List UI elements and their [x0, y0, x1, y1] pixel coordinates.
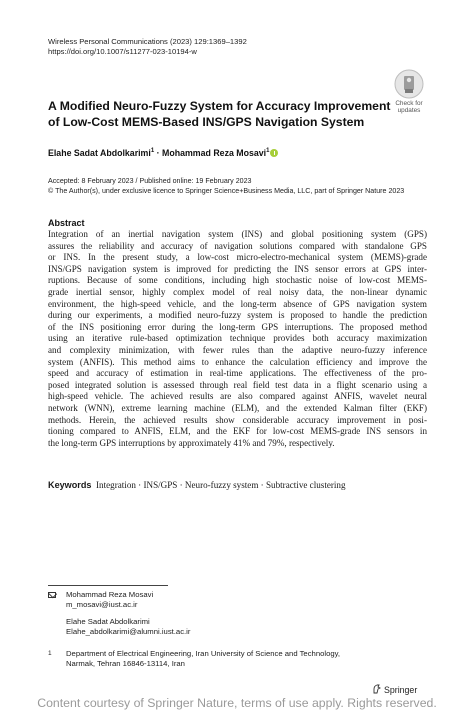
author-2[interactable]: Mohammad Reza Mosavi [162, 148, 267, 158]
keywords-text: Integration · INS/GPS · Neuro-fuzzy system · Subtractive clustering [96, 480, 346, 490]
corresponding-email-1[interactable]: m_mosavi@iust.ac.ir [66, 600, 138, 610]
abstract-line: tioning compared to ANFIS, ELM, and the EKF for low-cost MEMS-grade INS sensors in [48, 426, 427, 437]
abstract-line: or INS. In the present study, a low-cost micro-electro-mechanical system (MEMS)-grade [48, 252, 427, 263]
content-courtesy-footer: Content courtesy of Springer Nature, terms of use apply. Rights reserved. [37, 696, 437, 710]
title-line-1: A Modified Neuro-Fuzzy System for Accuracy Improvement [48, 99, 391, 113]
abstract-line: INS/GPS navigation system is improved for predicting the INS sensor errors at GPS inter- [48, 263, 427, 274]
abstract-line: and complexity minimization, with fewer rules than the adaptive neuro-fuzzy inference [48, 344, 427, 355]
abstract-line: network (WNN), extreme learning machine (ELM), and the extended Kalman filter (EKF) [48, 402, 427, 413]
badge-line-2: updates [397, 107, 421, 114]
copyright-line: © The Author(s), under exclusive licence to Springer Science+Business Media, LLC, part of Springer Nature 2023 [48, 187, 405, 195]
publisher-logo [372, 684, 417, 695]
orcid-icon[interactable] [270, 149, 278, 157]
badge-line-1: Check for [395, 100, 423, 107]
footnote-divider [48, 585, 168, 586]
dates-line: Accepted: 8 February 2023 / Published online: 19 February 2023 [48, 177, 252, 185]
title-line-2: of Low-Cost MEMS-Based INS/GPS Navigation System [48, 115, 365, 129]
corresponding-name-2: Elahe Sadat Abdolkarimi [66, 617, 150, 626]
publication-dates [48, 176, 404, 196]
keywords [48, 480, 427, 490]
author-2-affiliation: 1 [266, 148, 270, 155]
journal-citation: Wireless Personal Communications (2023) 129:1369–1392 [48, 37, 247, 46]
abstract-line: ruptions. Because of some conditions, including high stochastic noise of low-cost MEMS- [48, 275, 427, 286]
journal-header [48, 37, 247, 57]
corresponding-email-2[interactable]: Elahe_abdolkarimi@alumni.iust.ac.ir [66, 627, 191, 637]
springer-horse-icon [372, 684, 381, 694]
author-1-affiliation: 1 [150, 148, 155, 155]
author-1[interactable]: Elahe Sadat Abdolkarimi [48, 148, 151, 158]
abstract-body [48, 229, 427, 449]
abstract-line: speed and accuracy of estimation in real-time applications. The effectiveness of the pro- [48, 368, 427, 379]
abstract-line: Integration of an inertial navigation system (INS) and global positioning system (GPS) [48, 229, 427, 239]
paper-title [48, 98, 398, 130]
author-separator: · [154, 148, 162, 158]
abstract-line: methods. Herein, the achieved results show considerable accuracy improvement in posi- [48, 414, 427, 425]
doi-link[interactable]: https://doi.org/10.1007/s11277-023-10194-w [48, 47, 197, 56]
affiliation-line-1: Department of Electrical Engineering, Iran University of Science and Technology, [66, 649, 341, 658]
abstract-line: the long-term GPS interruptions by approximately 41% and 79%, respectively. [48, 437, 335, 448]
abstract-line: posed integrated solution is assessed through real field test data in a flight scenario using a [48, 379, 427, 390]
affiliation-number: 1 [48, 650, 52, 657]
abstract-line: environment, the high-speed vehicle, and the long-term absence of GPS navigation system [48, 298, 427, 309]
keywords-label: Keywords [48, 480, 92, 490]
abstract-line: system (ANFIS). This method aims to enhance the calculation efficiency and improve the [48, 356, 427, 367]
abstract-line: grade inertial sensor, highly complex model of real noisy data, the non-linear dynamic [48, 286, 427, 297]
author-list [48, 148, 278, 158]
check-for-updates-icon[interactable] [394, 69, 424, 99]
abstract-line: high-speed vehicle. The achieved results are also compared against ANFIS, wavelet neural [48, 391, 427, 402]
corresponding-name-1: Mohammad Reza Mosavi [66, 590, 154, 599]
publisher-name: Springer [384, 685, 418, 695]
abstract-line: during our experiments, a modified neuro-fuzzy system is proposed to handle the prediction [48, 310, 427, 321]
abstract-line: using an iterative rule-based optimization technique provides both accuracy maximization [48, 333, 427, 344]
abstract-line: assures the reliability and accuracy of navigation solutions compared with standalone GPS [48, 240, 427, 251]
abstract-heading: Abstract [48, 218, 85, 228]
affiliation-line-2: Narmak, Tehran 16846-13114, Iran [66, 659, 185, 669]
envelope-icon [48, 592, 56, 598]
abstract-line: of the INS positioning error during the long-term GPS interruptions. The proposed method [48, 321, 427, 332]
